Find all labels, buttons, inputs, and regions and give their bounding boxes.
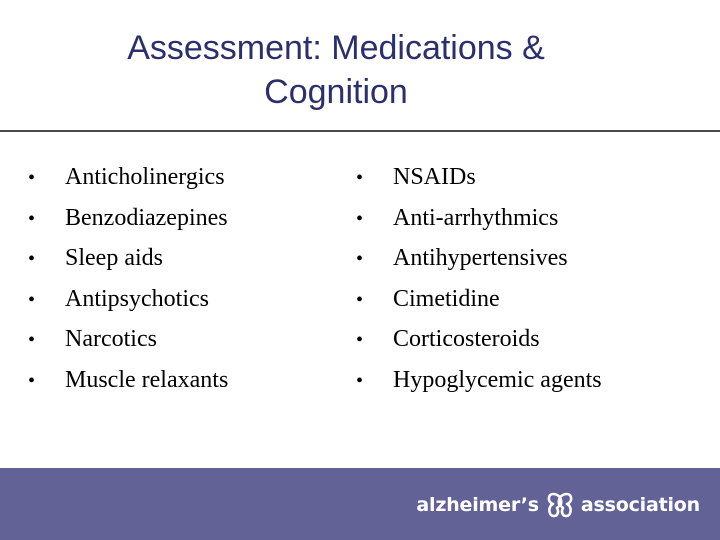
- logo-text-association: association: [580, 494, 700, 516]
- list-item: [28, 319, 228, 360]
- bullet-icon: •: [356, 329, 364, 351]
- bullet-icon: •: [356, 369, 364, 392]
- bullet-icon: •: [28, 207, 36, 230]
- title-divider: [0, 130, 720, 132]
- list-item: [356, 279, 602, 320]
- slide-title: [0, 26, 672, 114]
- list-item-label: Muscle relaxants: [65, 366, 229, 393]
- list-item-label: Anticholinergics: [65, 164, 225, 190]
- slide-title-line-2: Cognition: [264, 73, 408, 111]
- bullet-icon: •: [356, 207, 364, 230]
- list-item-label: Sleep aids: [65, 245, 163, 271]
- left-medication-list: [28, 157, 228, 400]
- list-item: [356, 157, 602, 198]
- bullet-icon: •: [356, 167, 364, 189]
- bullet-icon: •: [28, 369, 36, 392]
- logo-text-alzheimers: alzheimer’s: [416, 494, 539, 516]
- list-item: [28, 279, 228, 320]
- list-item-label: Antipsychotics: [65, 285, 209, 312]
- slide-title-line-1: Assessment: Medications &: [127, 29, 545, 67]
- list-item: [356, 360, 602, 401]
- alzheimers-association-logo: [416, 490, 700, 520]
- alzheimers-association-symbol-icon: [545, 490, 575, 520]
- right-medication-list: [356, 157, 602, 400]
- bullet-icon: •: [28, 167, 36, 189]
- list-item: [28, 198, 228, 239]
- list-item-label: Corticosteroids: [393, 326, 540, 352]
- footer-bar: [0, 468, 720, 540]
- bullet-icon: •: [28, 329, 36, 351]
- bullet-icon: •: [356, 248, 364, 270]
- bullet-icon: •: [28, 288, 36, 311]
- list-item-label: Benzodiazepines: [65, 204, 228, 231]
- list-item: [28, 360, 228, 401]
- list-item: [356, 238, 602, 279]
- list-item: [28, 157, 228, 198]
- list-item: [356, 198, 602, 239]
- list-item-label: Anti-arrhythmics: [393, 204, 559, 231]
- bullet-icon: •: [28, 248, 36, 270]
- list-item: [28, 238, 228, 279]
- list-item: [356, 319, 602, 360]
- bullet-icon: •: [356, 288, 364, 311]
- list-item-label: NSAIDs: [393, 164, 476, 190]
- list-item-label: Antihypertensives: [393, 245, 568, 271]
- list-item-label: Cimetidine: [393, 285, 500, 312]
- list-item-label: Hypoglycemic agents: [393, 366, 602, 393]
- list-item-label: Narcotics: [65, 326, 157, 352]
